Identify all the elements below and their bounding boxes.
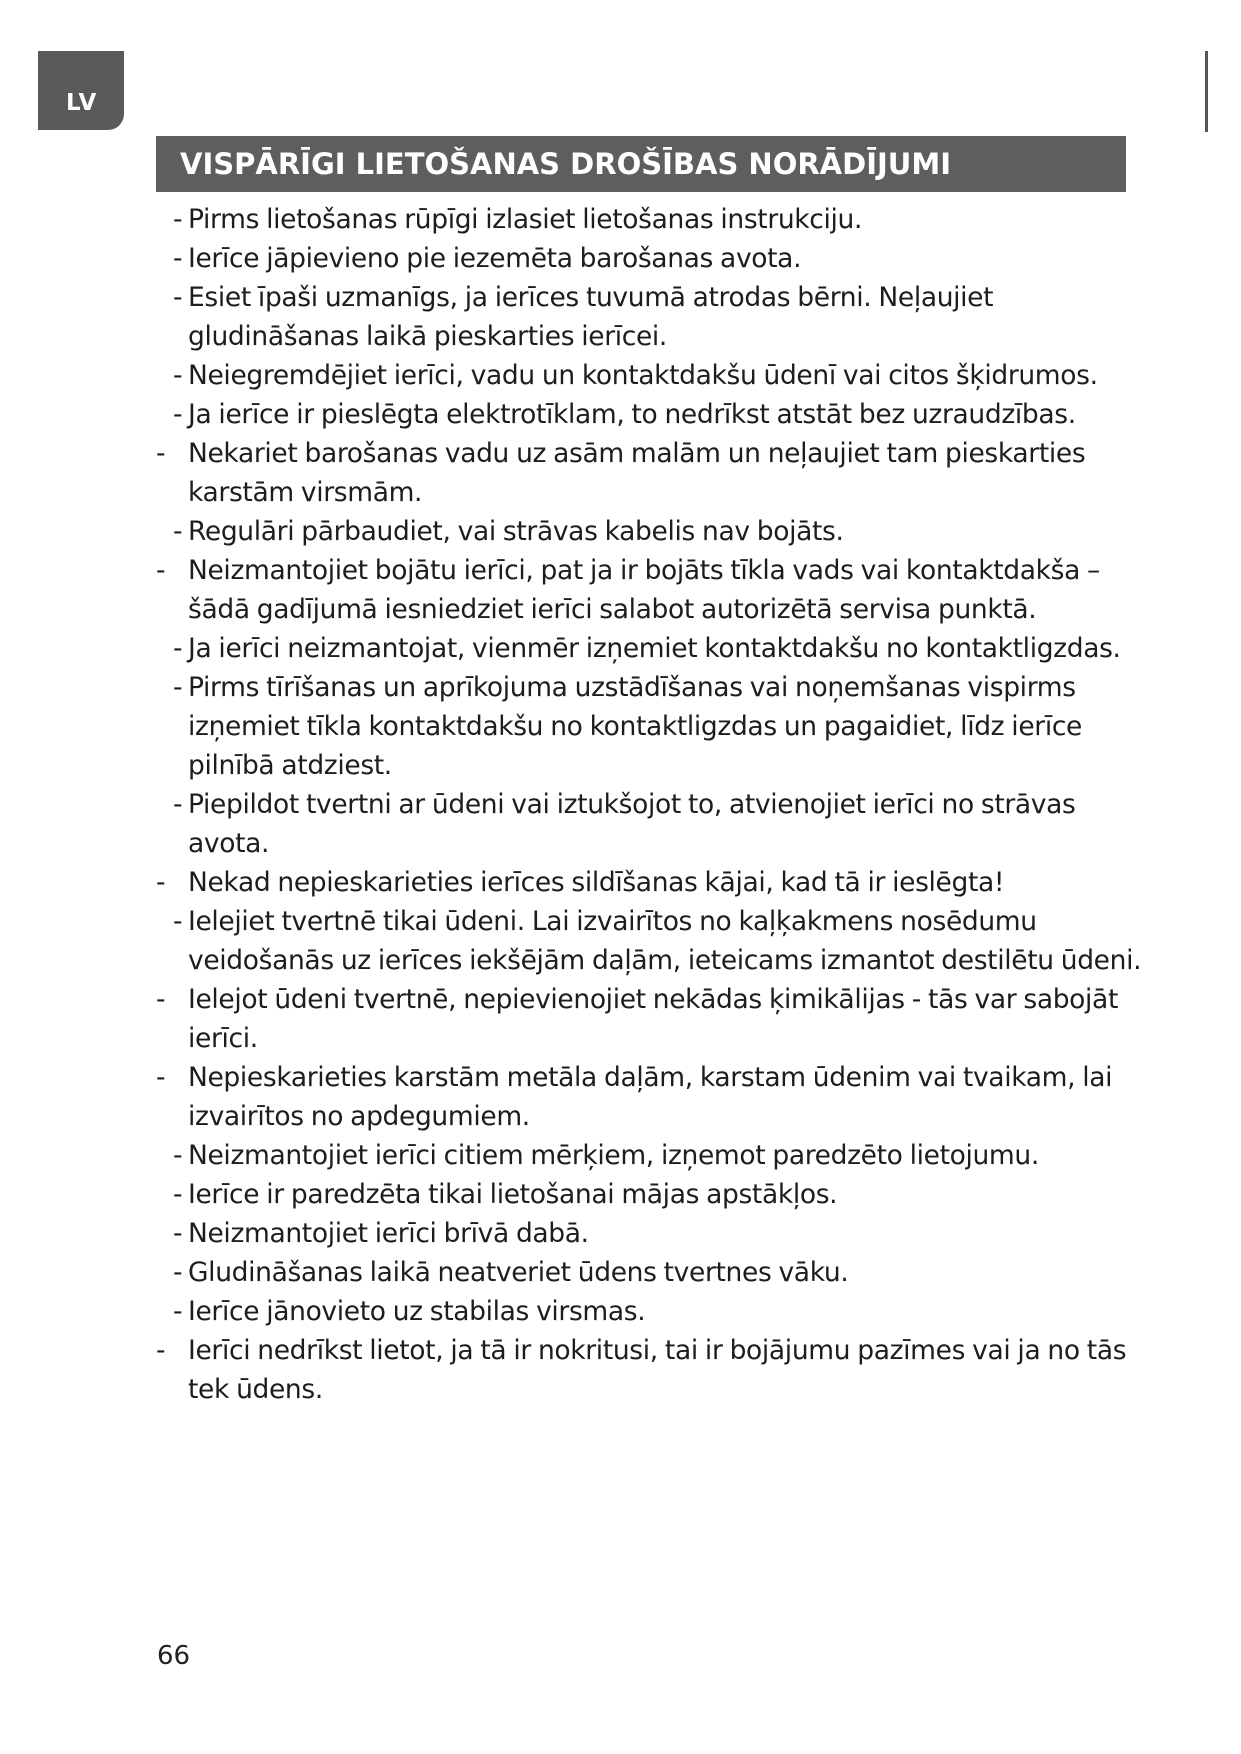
list-item-text: Ierīce jāpievieno pie iezemēta barošanas avota. [188, 243, 802, 274]
list-item [152, 278, 1152, 356]
list-bullet-dash: - [173, 672, 183, 703]
list-bullet-dash: - [173, 282, 183, 313]
list-item [152, 434, 1152, 512]
list-bullet-dash: - [156, 1335, 166, 1366]
list-item-text: Nekad nepieskarieties ierīces sildīšanas kājai, kad tā ir ieslēgta! [188, 867, 1005, 898]
list-item [152, 980, 1152, 1058]
list-item-text: Nekariet barošanas vadu uz asām malām un neļaujiet tam pieskarties karstām virsmām. [188, 438, 1086, 508]
list-item [152, 200, 1152, 239]
list-item-text: Nepieskarieties karstām metāla daļām, karstam ūdenim vai tvaikam, lai izvairītos no apdegumiem. [188, 1062, 1113, 1132]
page-edge-rule [1205, 51, 1208, 132]
list-bullet-dash: - [173, 1218, 183, 1249]
list-item [152, 1214, 1152, 1253]
list-bullet-dash: - [173, 906, 183, 937]
list-bullet-dash: - [173, 204, 183, 235]
list-item [152, 785, 1152, 863]
list-item [152, 356, 1152, 395]
list-item-text: Neizmantojiet ierīci brīvā dabā. [188, 1218, 589, 1249]
list-item [152, 551, 1152, 629]
list-item [152, 629, 1152, 668]
section-header [156, 136, 1126, 192]
list-item-text: Piepildot tvertni ar ūdeni vai iztukšojot to, atvienojiet ierīci no strāvas avota. [188, 789, 1076, 859]
list-item-text: Ja ierīce ir pieslēgta elektrotīklam, to nedrīkst atstāt bez uzraudzības. [188, 399, 1076, 430]
section-title: VISPĀRĪGI LIETOŠANAS DROŠĪBAS NORĀDĪJUMI [180, 147, 951, 181]
list-item-text: Ierīce ir paredzēta tikai lietošanai mājas apstākļos. [188, 1179, 838, 1210]
list-bullet-dash: - [173, 789, 183, 820]
list-bullet-dash: - [156, 1062, 166, 1093]
list-item [152, 395, 1152, 434]
list-bullet-dash: - [173, 399, 183, 430]
list-bullet-dash: - [173, 1179, 183, 1210]
page-number: 66 [157, 1641, 191, 1671]
list-item-text: Neiegremdējiet ierīci, vadu un kontaktdakšu ūdenī vai citos šķidrumos. [188, 360, 1098, 391]
safety-rules-list [152, 200, 1152, 1409]
list-item-text: Gludināšanas laikā neatveriet ūdens tvertnes vāku. [188, 1257, 849, 1288]
list-bullet-dash: - [173, 1257, 183, 1288]
list-item-text: Ja ierīci neizmantojat, vienmēr izņemiet kontaktdakšu no kontaktligzdas. [188, 633, 1121, 664]
list-item-text: Ierīce jānovieto uz stabilas virsmas. [188, 1296, 646, 1327]
list-bullet-dash: - [156, 438, 166, 469]
list-item-text: Pirms tīrīšanas un aprīkojuma uzstādīšanas vai noņemšanas vispirms izņemiet tīkla kontaktdakšu no kontaktligzdas un pagaidiet, līdz ierīce pilnībā atdziest. [188, 672, 1083, 781]
list-item [152, 902, 1152, 980]
language-tab-label: LV [66, 90, 98, 116]
list-item [152, 863, 1152, 902]
list-item-text: Ielejiet tvertnē tikai ūdeni. Lai izvairītos no kaļķakmens nosēdumu veidošanās uz ierīces iekšējām daļām, ieteicams izmantot destilētu ūdeni. [188, 906, 1142, 976]
list-item [152, 1292, 1152, 1331]
list-item [152, 1136, 1152, 1175]
list-item-text: Ierīci nedrīkst lietot, ja tā ir nokritusi, tai ir bojājumu pazīmes vai ja no tās tek ūdens. [188, 1335, 1127, 1405]
list-item [152, 1175, 1152, 1214]
list-item-text: Pirms lietošanas rūpīgi izlasiet lietošanas instrukciju. [188, 204, 863, 235]
list-item-text: Regulāri pārbaudiet, vai strāvas kabelis nav bojāts. [188, 516, 844, 547]
list-bullet-dash: - [173, 1140, 183, 1171]
list-item-text: Ielejot ūdeni tvertnē, nepievienojiet nekādas ķimikālijas - tās var sabojāt ierīci. [188, 984, 1118, 1054]
list-bullet-dash: - [173, 516, 183, 547]
list-item [152, 1058, 1152, 1136]
list-item [152, 1331, 1152, 1409]
list-item [152, 1253, 1152, 1292]
list-item [152, 512, 1152, 551]
list-bullet-dash: - [156, 867, 166, 898]
list-bullet-dash: - [173, 243, 183, 274]
list-bullet-dash: - [173, 360, 183, 391]
list-bullet-dash: - [173, 1296, 183, 1327]
list-bullet-dash: - [156, 555, 166, 586]
list-item [152, 239, 1152, 278]
list-item-text: Esiet īpaši uzmanīgs, ja ierīces tuvumā atrodas bērni. Neļaujiet gludināšanas laikā pieskarties ierīcei. [188, 282, 994, 352]
list-item-text: Neizmantojiet bojātu ierīci, pat ja ir bojāts tīkla vads vai kontaktdakša – šādā gadījumā iesniedziet ierīci salabot autorizētā servisa punktā. [188, 555, 1100, 625]
list-bullet-dash: - [156, 984, 166, 1015]
language-tab [38, 51, 124, 130]
list-item [152, 668, 1152, 785]
list-item-text: Neizmantojiet ierīci citiem mērķiem, izņemot paredzēto lietojumu. [188, 1140, 1039, 1171]
list-bullet-dash: - [173, 633, 183, 664]
